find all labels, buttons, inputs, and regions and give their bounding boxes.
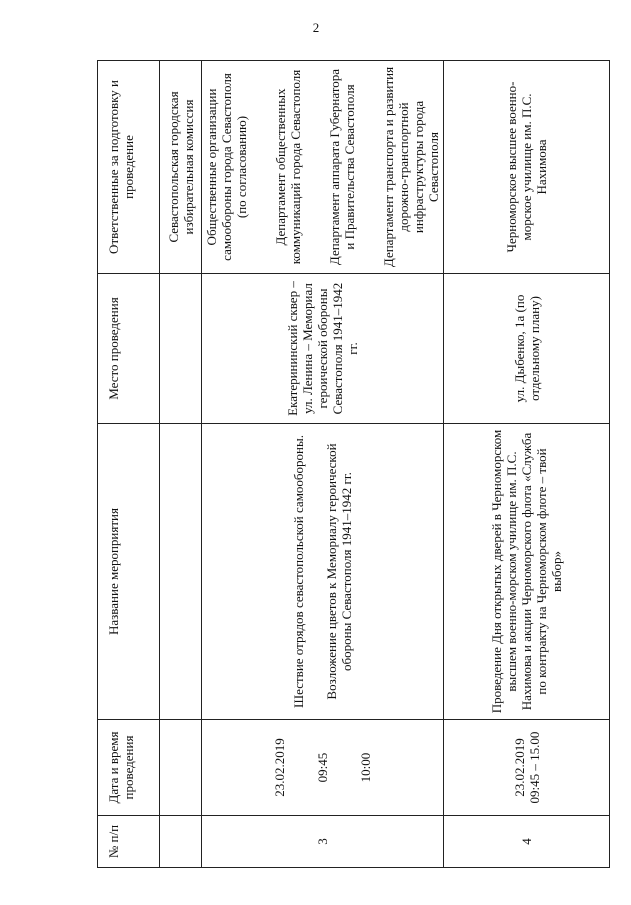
- row3-resp-4: Департамент транспорта и развития дорожно-транспортной инфраструктуры города Севастополя: [381, 66, 441, 268]
- row-commission-num: [160, 816, 202, 868]
- page-number: 2: [312, 20, 320, 35]
- row3-responsible: [202, 61, 444, 274]
- row4-datetime: [444, 720, 610, 816]
- row3-place: Екатерининский сквер – ул. Ленина – Мемориал героической обороны Севастополя 1941–1942 гг.: [202, 274, 444, 424]
- row-commission-name: [160, 424, 202, 720]
- row3-date: 23.02.2019: [272, 738, 287, 797]
- row4-event: Проведение Дня открытых дверей в Черноморском высшем военно-морском училище им. П.С. Нахимова и акции Черноморского флота «Служба по контракту на Черноморском флоте – твой выбор»: [444, 424, 610, 720]
- row3-events: [202, 424, 444, 720]
- row3-time-2: 10:00: [358, 752, 373, 783]
- table-row: [444, 61, 610, 868]
- header-responsible: Ответственные за подготовку и проведение: [98, 61, 160, 274]
- row3-resp-1: Общественные организации самообороны города Севастополя (по согласованию): [204, 73, 249, 261]
- row3-resp-3: Департамент аппарата Губернатора и Правительства Севастополя: [327, 68, 357, 266]
- table-row: [160, 61, 202, 868]
- row3-num: 3: [202, 816, 444, 868]
- row3-datetime: [202, 720, 444, 816]
- row-commission-date: [160, 720, 202, 816]
- header-name: Название мероприятия: [98, 424, 160, 720]
- table-header-row: [98, 61, 160, 868]
- row-commission-place: [160, 274, 202, 424]
- row4-time: 09:45 – 15.00: [526, 731, 542, 804]
- row3-resp-2: Департамент общественных коммуникаций города Севастополя: [273, 69, 303, 265]
- row3-time-1: 09:45: [315, 752, 330, 783]
- row4-responsible: Черноморское высшее военно-морское училище им. П.С. Нахимова: [444, 61, 610, 274]
- row4-date: 23.02.2019: [511, 738, 527, 797]
- table-row: [202, 61, 444, 868]
- row-commission-responsible: Севастопольская городская избирательная комиссия: [160, 61, 202, 274]
- row4-place: ул. Дыбенко, 1а (по отдельному плану): [444, 274, 610, 424]
- header-num: № п/п: [98, 816, 160, 868]
- schedule-table: [97, 61, 607, 868]
- header-place: Место проведения: [98, 274, 160, 424]
- header-date: Дата и время проведения: [98, 720, 160, 816]
- row3-event-2: Возложение цветов к Мемориалу героической обороны Севастополя 1941–1942 гг.: [324, 443, 354, 700]
- row4-num: 4: [444, 816, 610, 868]
- row3-event-1: Шествие отрядов севастопольской самообороны.: [291, 435, 306, 708]
